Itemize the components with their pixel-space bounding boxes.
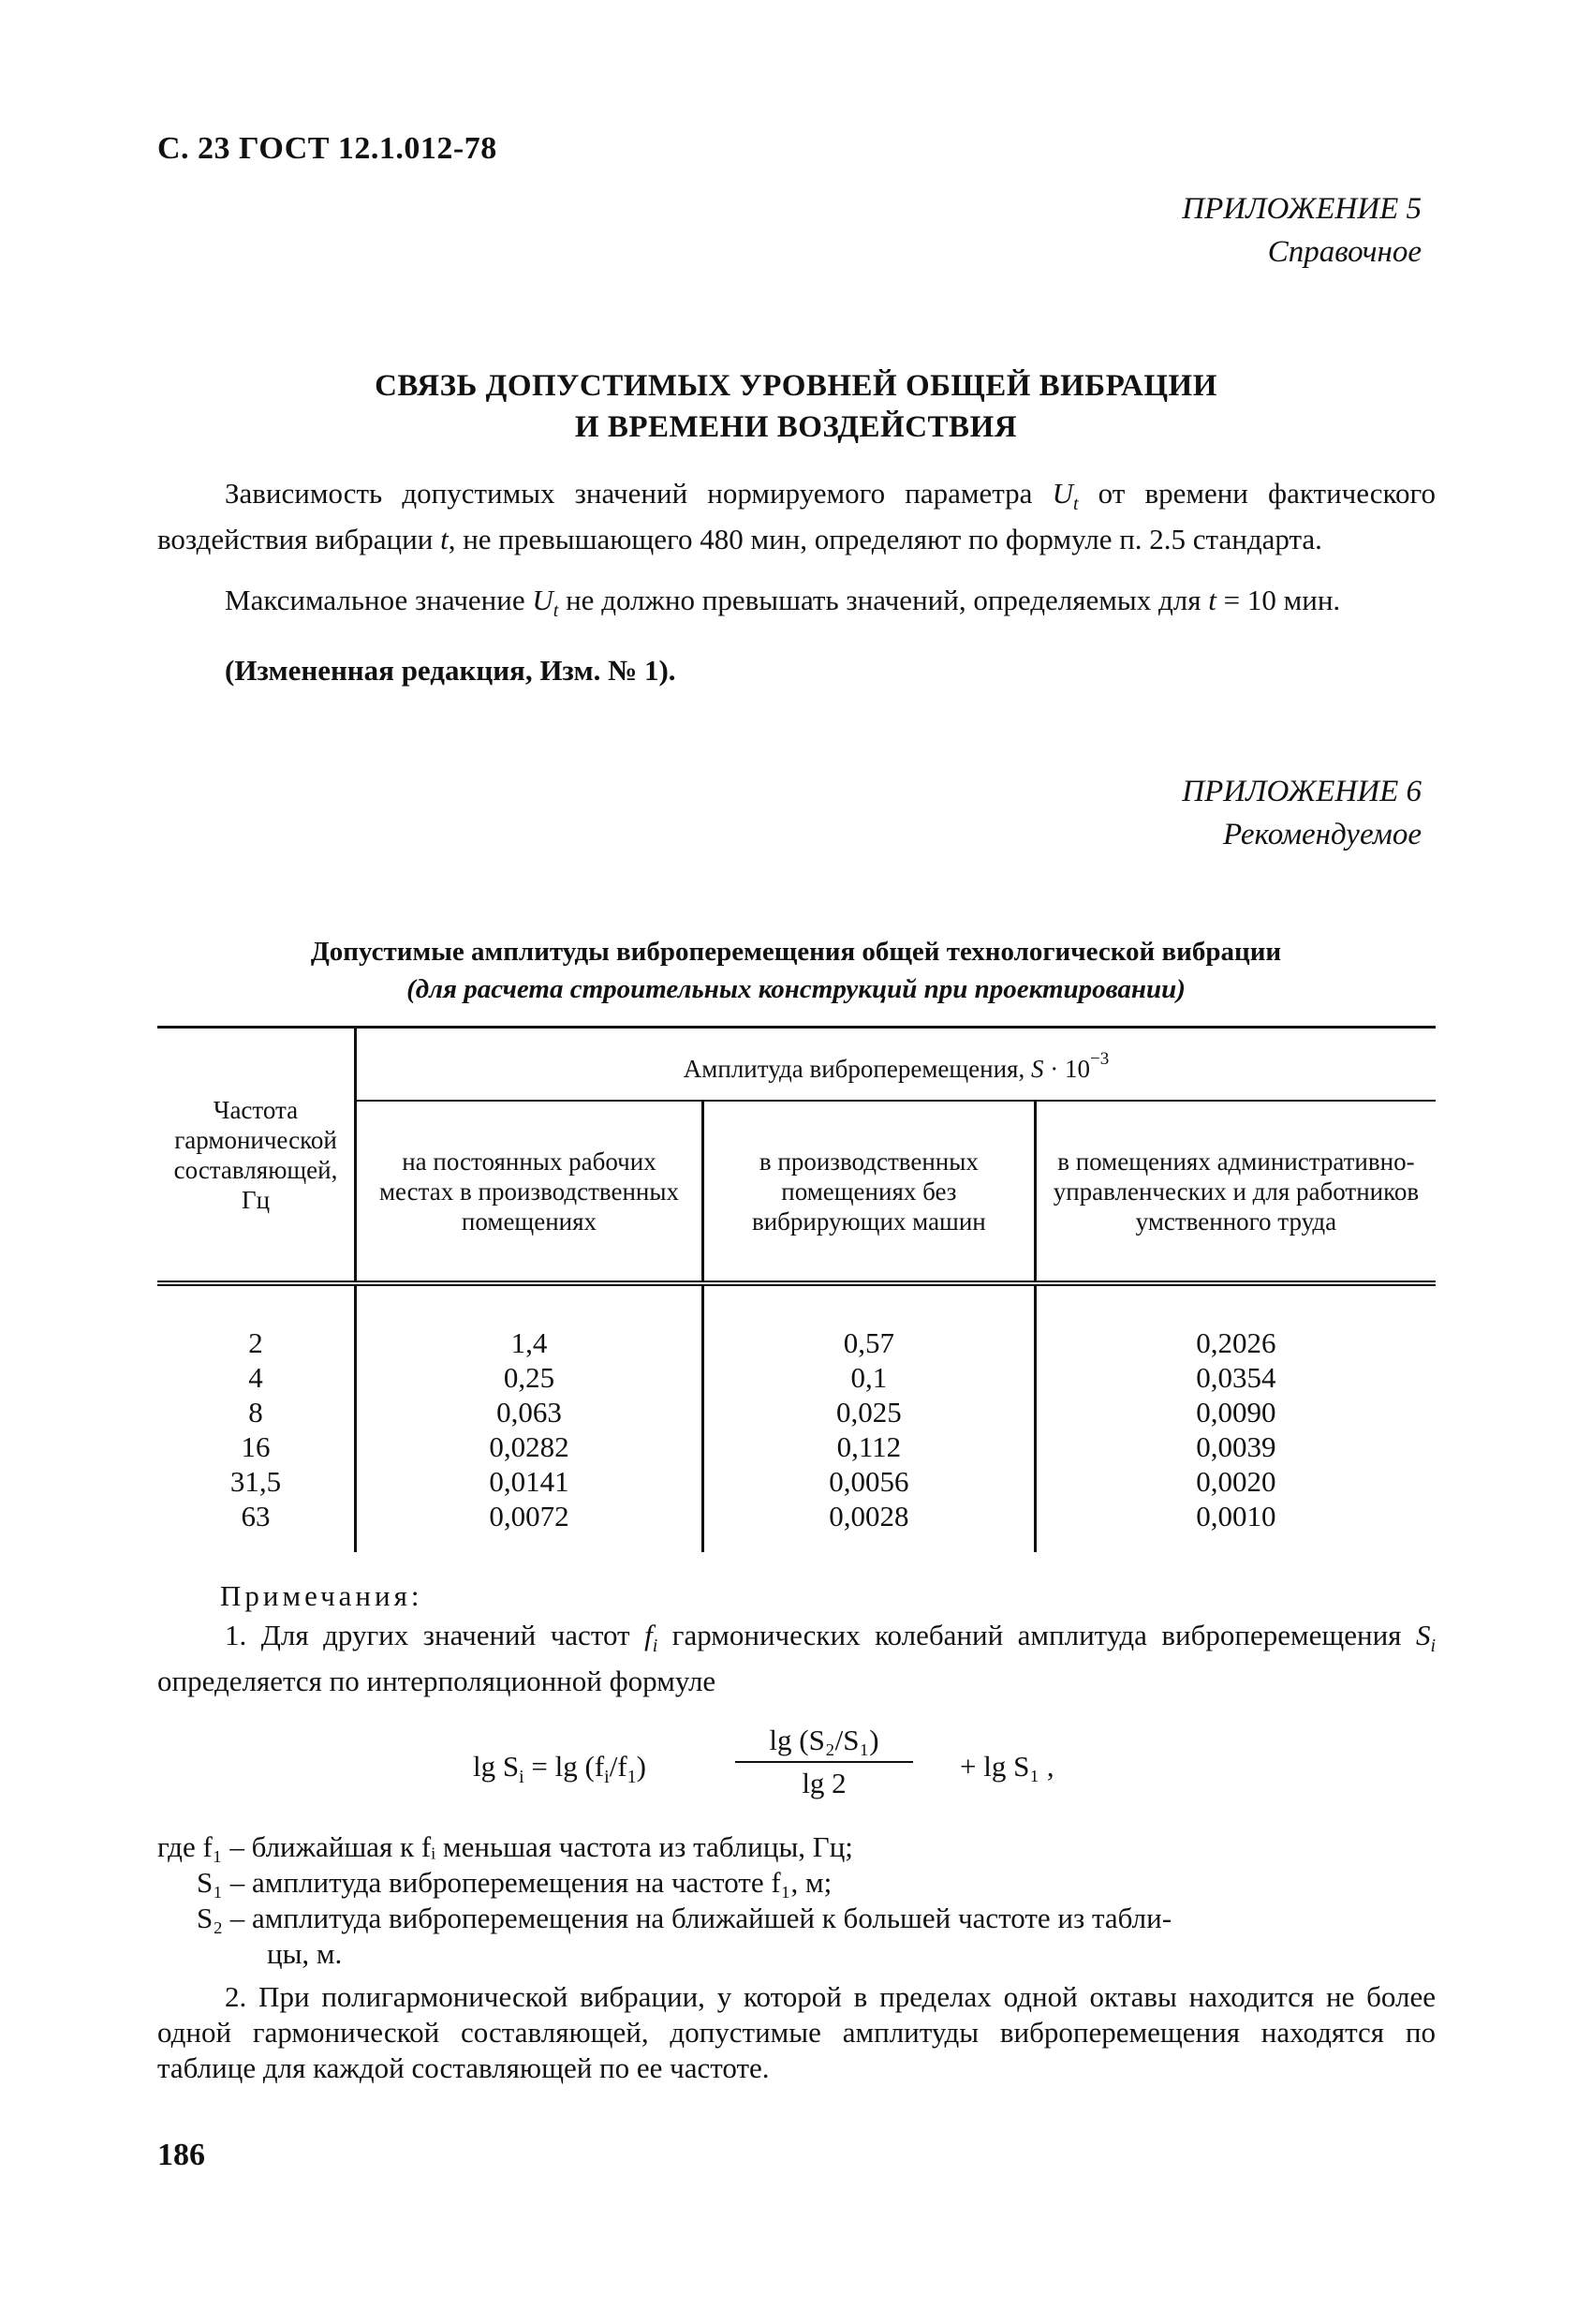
paragraph-1-sub: t [1072, 494, 1079, 515]
paragraph-2 [157, 583, 1436, 629]
where-line-3-continued: цы, м. [267, 1937, 343, 1970]
table-row [157, 1429, 1436, 1464]
table-title-line1: Допустимые амплитуды виброперемещения общей технологической вибрации [310, 937, 1282, 967]
note-1-part-b: гармонических колебаний амплитуда виброперемещения [671, 1619, 1402, 1651]
paragraph-1-part-c: , не превышающего 480 мин, определяют по формуле п. 2.5 стандарта. [448, 523, 1322, 556]
table-subheader-administrative: в помещениях административно-управленческих и для работников умственного труда [1035, 1101, 1436, 1283]
amendment-note: (Измененная редакция, Изм. № 1). [225, 654, 676, 687]
where-line-3: S₂ – амплитуда виброперемещения на ближайшей к большей частоте из табли- [197, 1902, 1172, 1934]
formula-right-side: + lg S₁ , [960, 1750, 1054, 1783]
formula-left-side [473, 1750, 646, 1788]
paragraph-1-var: U [1052, 477, 1073, 510]
interpolation-formula [473, 1724, 1128, 1808]
note-1-part-a: 1. Для других значений частот [225, 1619, 630, 1651]
paragraph-1-t: t [440, 523, 449, 556]
table-title-line2: (для расчета строительных конструкций при проектировании) [406, 974, 1186, 1004]
note-1 [157, 1618, 1436, 1699]
section-title-line2: И ВРЕМЕНИ ВОЗДЕЙСТВИЯ [574, 410, 1018, 444]
note-1-part-c: определяется по интерполяционной формуле [157, 1665, 716, 1698]
table-subheader-workplaces: на постоянных рабочих местах в производственных помещениях [356, 1101, 703, 1283]
where-line-2: S₁ – амплитуда виброперемещения на частоте f₁, м; [197, 1866, 833, 1899]
formula-lhs-sub: i [519, 1767, 524, 1788]
table-row [157, 1283, 1436, 1360]
paragraph-2-part-b: не должно превышать значений, определяемых для [566, 584, 1201, 616]
table-cell: 8 [248, 1396, 263, 1428]
appendix-5-label [1182, 187, 1422, 274]
where-line-1: где f₁ – ближайшая к fᵢ меньшая частота из таблицы, Гц; [157, 1830, 853, 1863]
table-cell: 0,0354 [1035, 1360, 1436, 1395]
table-cell: 0,0090 [1035, 1395, 1436, 1429]
note-1-var-f: f [644, 1619, 653, 1651]
table-row [157, 1499, 1436, 1552]
table-header-frequency: Частота гармонической составляющей, Гц [157, 1028, 356, 1284]
table-header-amplitude [356, 1028, 1437, 1102]
amplitude-header-mult: · 10 [1050, 1055, 1090, 1083]
table-cell: 63 [241, 1500, 271, 1532]
table-title [0, 933, 1592, 1008]
table-row [157, 1464, 1436, 1499]
note-2: 2. При полигармонической вибрации, у которой в пределах одной октавы находится не более одной гармонической составляющей, допустимые амплитуды виброперемещения находятся по таблице для каждой составляющей по ее частоте. [157, 1980, 1436, 2084]
table-cell: 0,0141 [356, 1464, 703, 1499]
table-cell: 0,57 [702, 1283, 1035, 1360]
table-cell: 0,0020 [1035, 1464, 1436, 1499]
table-cell: 4 [248, 1361, 263, 1394]
table-cell: 0,2026 [1035, 1283, 1436, 1360]
table-cell: 1,4 [356, 1283, 703, 1360]
table-cell: 0,25 [356, 1360, 703, 1395]
paragraph-2-sub: t [553, 600, 559, 622]
table-cell: 16 [241, 1430, 271, 1463]
appendix-5-type: Справочное [1267, 235, 1422, 269]
formula-denominator: lg 2 [802, 1767, 847, 1799]
table-cell: 2 [248, 1326, 263, 1359]
table-cell: 0,0028 [702, 1499, 1035, 1552]
paragraph-1-part-b: от времени фактического воздействия вибрации [157, 477, 1436, 556]
amplitude-header-exp: −3 [1089, 1049, 1110, 1069]
appendix-6-type: Рекомендуемое [1222, 818, 1422, 851]
amplitude-header-var: S [1030, 1055, 1044, 1083]
formula-mid3: ) [636, 1750, 646, 1783]
paragraph-2-t: t [1208, 584, 1216, 616]
table-cell: 0,0282 [356, 1429, 703, 1464]
section-title-line1: СВЯЗЬ ДОПУСТИМЫХ УРОВНЕЙ ОБЩЕЙ ВИБРАЦИИ [375, 369, 1217, 403]
notes-heading: Примечания: [220, 1579, 423, 1612]
table-cell: 0,0010 [1035, 1499, 1436, 1552]
section-title [0, 365, 1592, 448]
note-1-var-s: S [1415, 1619, 1431, 1651]
formula-mid-sub2: 1 [626, 1767, 637, 1788]
paragraph-2-part-c: = 10 мин. [1223, 584, 1341, 616]
paragraph-1-part-a: Зависимость допустимых значений нормируемого параметра [225, 477, 1033, 510]
table-cell: 0,1 [702, 1360, 1035, 1395]
formula-fraction [735, 1724, 913, 1800]
formula-mid: = lg (f [523, 1750, 605, 1783]
formula-numerator: lg (S₂/S₁) [769, 1724, 879, 1756]
table-row [157, 1395, 1436, 1429]
table-cell: 31,5 [229, 1465, 282, 1498]
amplitude-header-label: Амплитуда виброперемещения, [683, 1055, 1025, 1083]
table-cell: 0,0056 [702, 1464, 1035, 1499]
page-number: 186 [157, 2138, 205, 2172]
table-cell: 0,025 [702, 1395, 1035, 1429]
amplitude-table [157, 1026, 1436, 1552]
table-cell: 0,0039 [1035, 1429, 1436, 1464]
formula-mid-sub1: i [604, 1767, 610, 1788]
table-cell: 0,063 [356, 1395, 703, 1429]
document-reference: С. 23 ГОСТ 12.1.012-78 [157, 131, 497, 166]
note-1-sub-s: i [1430, 1636, 1436, 1657]
paragraph-2-part-a: Максимальное значение [225, 584, 525, 616]
appendix-6-label [1182, 770, 1422, 856]
table-subheader-no-vibrating-machines: в производственных помещениях без вибрирующих машин [702, 1101, 1035, 1283]
table-row [157, 1360, 1436, 1395]
formula-mid2: /f [609, 1750, 627, 1783]
appendix-5-title: ПРИЛОЖЕНИЕ 5 [1182, 192, 1422, 226]
table-cell: 0,112 [702, 1429, 1035, 1464]
paragraph-1 [157, 476, 1436, 557]
formula-lhs: lg S [473, 1750, 520, 1783]
note-1-sub-f: i [652, 1636, 658, 1657]
appendix-6-title: ПРИЛОЖЕНИЕ 6 [1182, 775, 1422, 808]
table-cell: 0,0072 [356, 1499, 703, 1552]
fraction-bar [735, 1761, 913, 1763]
paragraph-2-var: U [532, 584, 553, 616]
